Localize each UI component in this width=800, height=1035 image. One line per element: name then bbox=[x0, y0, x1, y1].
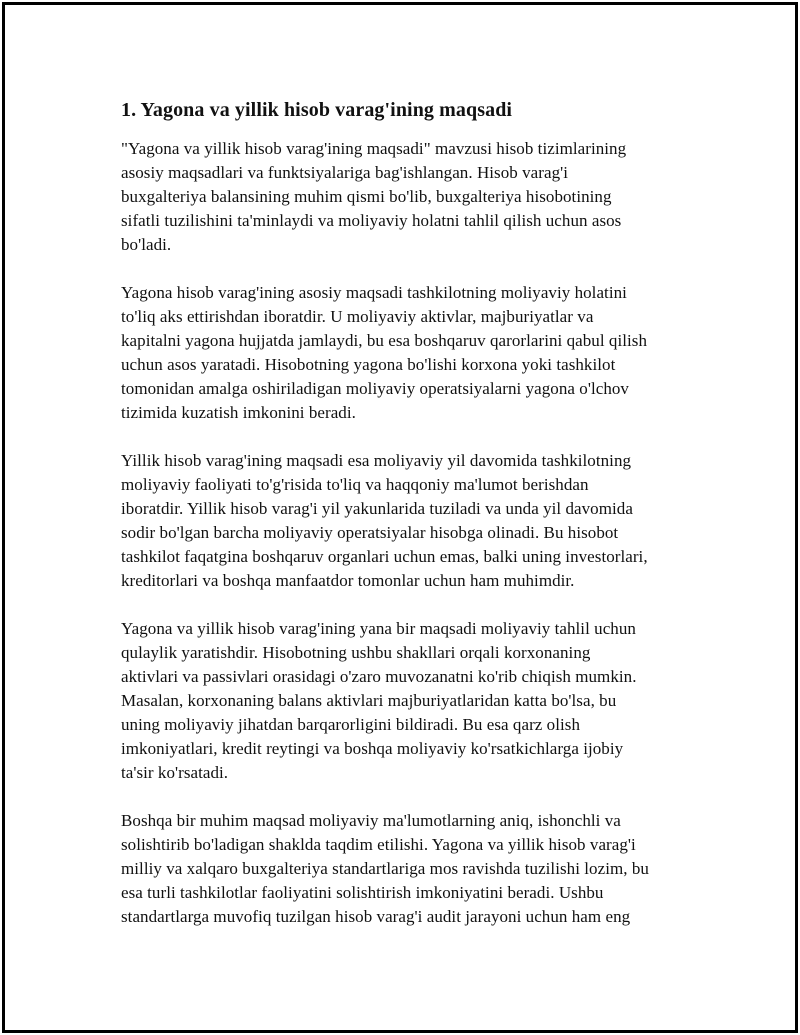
paragraph-5 bbox=[121, 809, 701, 929]
paragraph-line: buxgalteriya balansining muhim qismi bo'lib, buxgalteriya hisobotining bbox=[121, 187, 612, 206]
paragraph-line: Masalan, korxonaning balans aktivlari majburiyatlaridan katta bo'lsa, bu bbox=[121, 691, 617, 710]
paragraph-line: Yillik hisob varag'ining maqsadi esa moliyaviy yil davomida tashkilotning bbox=[121, 451, 632, 470]
paragraph-line: tomonidan amalga oshiriladigan moliyaviy operatsiyalarni yagona o'lchov bbox=[121, 379, 629, 398]
paragraph-1 bbox=[121, 137, 701, 257]
paragraph-line: uning moliyaviy jihatdan barqarorligini bildiradi. Bu esa qarz olish bbox=[121, 715, 580, 734]
paragraph-line: sifatli tuzilishini ta'minlaydi va moliyaviy holatni tahlil qilish uchun asos bbox=[121, 211, 622, 230]
paragraph-line: Yagona hisob varag'ining asosiy maqsadi tashkilotning moliyaviy holatini bbox=[121, 283, 627, 302]
paragraph-line: to'liq aks ettirishdan iboratdir. U moliyaviy aktivlar, majburiyatlar va bbox=[121, 307, 594, 326]
paragraph-line: kreditorlari va boshqa manfaatdor tomonlar uchun ham muhimdir. bbox=[121, 571, 575, 590]
page-frame bbox=[2, 2, 798, 1033]
paragraph-line: tashkilot faqatgina boshqaruv organlari uchun emas, balki uning investorlari, bbox=[121, 547, 648, 566]
paragraph-line: qulaylik yaratishdir. Hisobotning ushbu shakllari orqali korxonaning bbox=[121, 643, 591, 662]
paragraph-line: asosiy maqsadlari va funktsiyalariga bag'ishlangan. Hisob varag'i bbox=[121, 163, 569, 182]
paragraph-3 bbox=[121, 449, 701, 593]
paragraph-line: moliyaviy faoliyati to'g'risida to'liq va haqqoniy ma'lumot berishdan bbox=[121, 475, 589, 494]
document-body bbox=[121, 97, 701, 953]
paragraph-line: iboratdir. Yillik hisob varag'i yil yakunlarida tuziladi va unda yil davomida bbox=[121, 499, 633, 518]
paragraph-line: "Yagona va yillik hisob varag'ining maqsadi" mavzusi hisob tizimlarining bbox=[121, 139, 627, 158]
paragraph-line: Boshqa bir muhim maqsad moliyaviy ma'lumotlarning aniq, ishonchli va bbox=[121, 811, 621, 830]
paragraph-line: Yagona va yillik hisob varag'ining yana bir maqsadi moliyaviy tahlil uchun bbox=[121, 619, 636, 638]
section-heading: 1. Yagona va yillik hisob varag'ining maqsadi bbox=[121, 99, 513, 121]
paragraph-line: imkoniyatlari, kredit reytingi va boshqa moliyaviy ko'rsatkichlarga ijobiy bbox=[121, 739, 624, 758]
paragraph-line: standartlarga muvofiq tuzilgan hisob varag'i audit jarayoni uchun ham eng bbox=[121, 907, 631, 926]
paragraph-line: bo'ladi. bbox=[121, 235, 172, 254]
paragraph-line: tizimida kuzatish imkonini beradi. bbox=[121, 403, 356, 422]
paragraph-line: aktivlari va passivlari orasidagi o'zaro muvozanatni ko'rib chiqish mumkin. bbox=[121, 667, 637, 686]
paragraph-line: esa turli tashkilotlar faoliyatini solishtirish imkoniyatini beradi. Ushbu bbox=[121, 883, 604, 902]
paragraph-4 bbox=[121, 617, 701, 785]
paragraph-line: milliy va xalqaro buxgalteriya standartlariga mos ravishda tuzilishi lozim, bu bbox=[121, 859, 649, 878]
paragraph-line: uchun asos yaratadi. Hisobotning yagona bo'lishi korxona yoki tashkilot bbox=[121, 355, 616, 374]
paragraph-line: sodir bo'lgan barcha moliyaviy operatsiyalar hisobga olinadi. Bu hisobot bbox=[121, 523, 619, 542]
paragraph-2 bbox=[121, 281, 701, 425]
paragraph-line: ta'sir ko'rsatadi. bbox=[121, 763, 229, 782]
paragraph-line: solishtirib bo'ladigan shaklda taqdim etilishi. Yagona va yillik hisob varag'i bbox=[121, 835, 636, 854]
paragraph-line: kapitalni yagona hujjatda jamlaydi, bu esa boshqaruv qarorlarini qabul qilish bbox=[121, 331, 647, 350]
